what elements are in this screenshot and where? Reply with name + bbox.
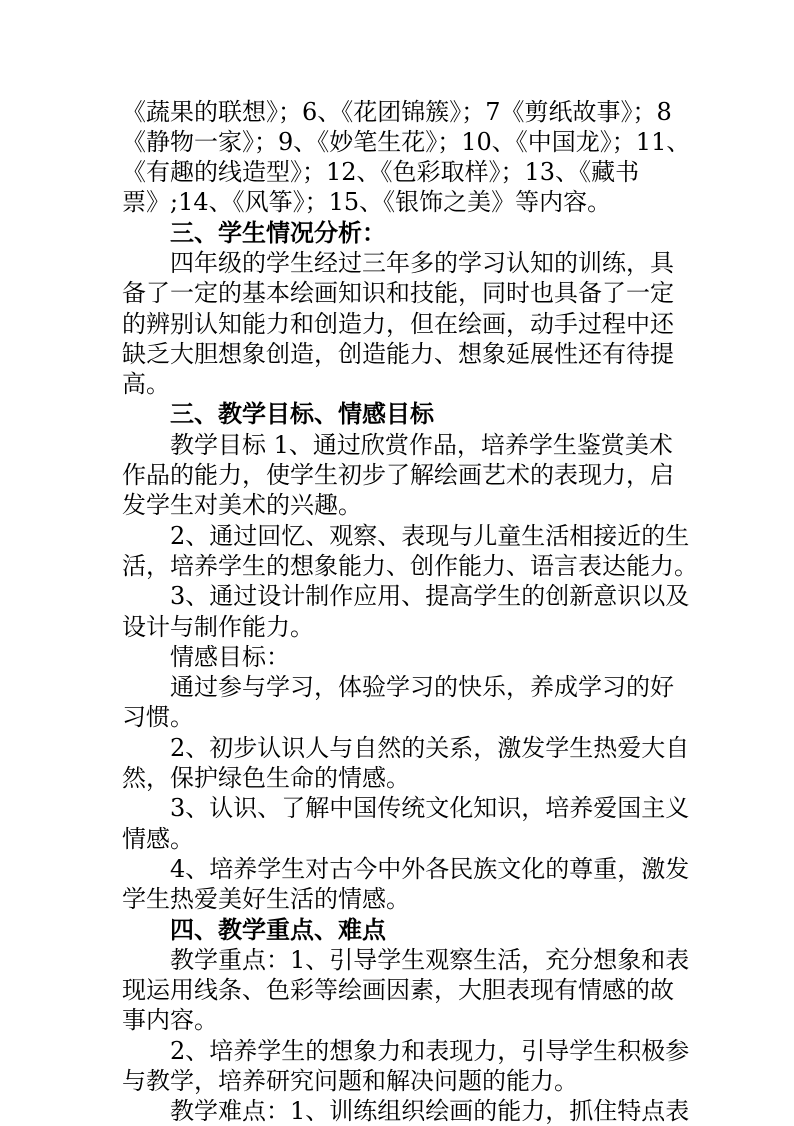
text-line: 情感。 [122,825,194,853]
text-line: 票》;14、《风筝》；15、《银饰之美》等内容。 [122,188,612,216]
text-line: 3、认识、了解中国传统文化知识，培养爱国主义 [170,794,690,822]
text-line: 教学目标 1、通过欣赏作品，培养学生鉴赏美术 [170,431,673,459]
section-heading: 三、教学目标、情感目标 [170,399,434,428]
text-line: 教学重点：1、引导学生观察生活，充分想象和表 [170,946,690,974]
text-line: 通过参与学习，体验学习的快乐，养成学习的好 [170,673,674,701]
text-line: 活，培养学生的想象能力、创作能力、语言表达能力。 [122,552,698,580]
section-heading: 三、学生情况分析： [170,218,386,247]
text-line: 的辨别认知能力和创造力，但在绘画，动手过程中还 [122,310,674,338]
text-line: 3、通过设计制作应用、提高学生的创新意识以及 [170,582,690,610]
text-line: 四年级的学生经过三年多的学习认知的训练，具 [170,249,674,277]
text-line: 缺乏大胆想象创造，创造能力、想象延展性还有待提 [122,340,674,368]
text-line: 习惯。 [122,703,194,731]
text-line: 《有趣的线造型》；12、《色彩取样》；13、《藏书 [122,158,640,186]
text-line: 学生热爱美好生活的情感。 [122,885,410,913]
text-line: 现运用线条、色彩等绘画因素，大胆表现有情感的故 [122,976,674,1004]
text-line: 备了一定的基本绘画知识和技能，同时也具备了一定 [122,279,674,307]
text-line: 与教学，培养研究问题和解决问题的能力。 [122,1067,578,1095]
text-line: 2、培养学生的想象力和表现力，引导学生积极参 [170,1037,690,1065]
text-line: 《蔬果的联想》；6、《花团锦簇》；7《剪纸故事》；8 [122,98,672,126]
text-line: 2、初步认识人与自然的关系，激发学生热爱大自 [170,734,690,762]
text-line: 《静物一家》；9、《妙笔生花》；10、《中国龙》；11、 [122,128,691,156]
text-line: 教学难点：1、训练组织绘画的能力，抓住特点表 [170,1097,690,1125]
text-line: 然，保护绿色生命的情感。 [122,764,410,792]
text-line: 发学生对美术的兴趣。 [122,491,362,519]
section-heading: 四、教学重点、难点 [170,915,386,944]
text-line: 作品的能力，使学生初步了解绘画艺术的表现力，启 [122,461,674,489]
text-line: 高。 [122,370,170,398]
subheading: 情感目标： [170,643,290,671]
text-line: 事内容。 [122,1006,218,1034]
text-line: 4、培养学生对古今中外各民族文化的尊重，激发 [170,855,690,883]
text-line: 2、通过回忆、观察、表现与儿童生活相接近的生 [170,522,690,550]
text-line: 设计与制作能力。 [122,613,314,641]
